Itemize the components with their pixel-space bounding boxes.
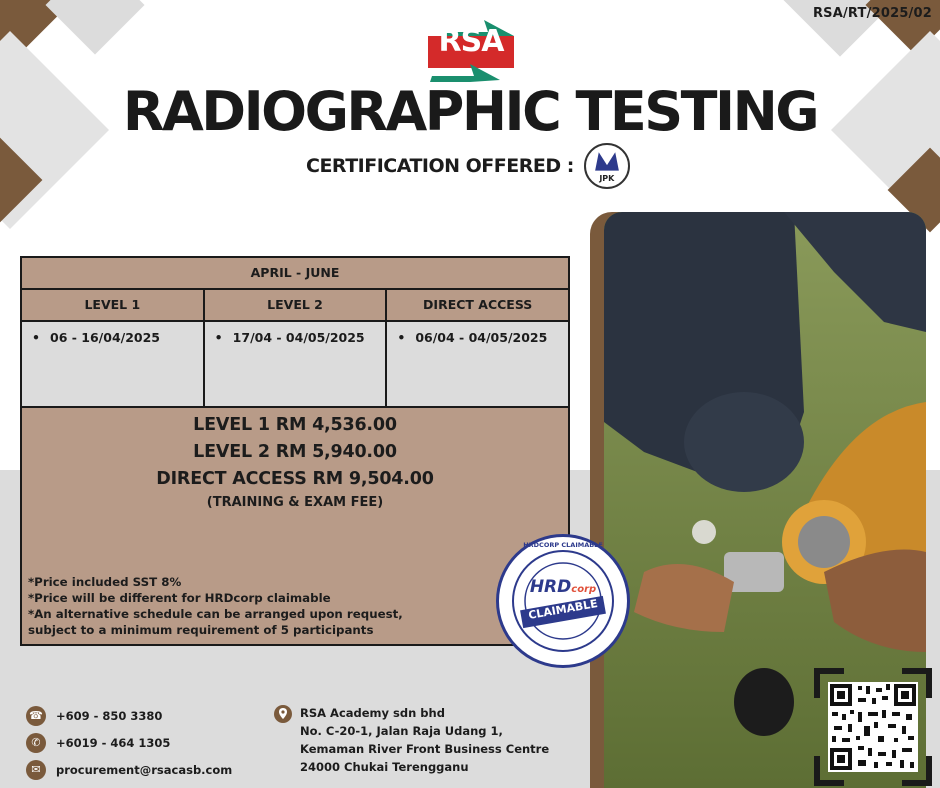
contact-mobile-text: +6019 - 464 1305 <box>56 736 171 750</box>
date-cell: • 17/04 - 04/05/2025 <box>205 322 388 406</box>
badge-hrd-text: HRD <box>529 577 572 597</box>
badge-corp-text: corp <box>571 584 597 595</box>
price-level-2: LEVEL 2 RM 5,940.00 <box>193 442 397 462</box>
badge-ring-text: HRDCORP CLAIMABLE <box>523 541 603 549</box>
price-block <box>22 412 568 510</box>
logo-text: RSA <box>438 24 504 59</box>
contact-mobile[interactable] <box>26 733 170 753</box>
jpk-logo-text: JPK <box>599 174 615 183</box>
corner-diamond <box>46 0 145 54</box>
column-header-direct-access: DIRECT ACCESS <box>423 297 533 312</box>
date-cell: • 06/04 - 04/05/2025 <box>387 322 568 406</box>
contact-email-text: procurement@rsacasb.com <box>56 763 233 777</box>
address-block <box>300 704 549 776</box>
qr-code[interactable] <box>814 668 932 786</box>
date-direct-access: 06/04 - 04/05/2025 <box>415 330 548 345</box>
qr-code-icon <box>828 682 918 772</box>
reference-code: RSA/RT/2025/02 <box>812 6 932 21</box>
schedule-header-row <box>22 290 568 322</box>
date-cell: • 06 - 16/04/2025 <box>22 322 205 406</box>
note-line: *Price included SST 8% <box>28 575 182 589</box>
address-line: RSA Academy sdn bhd <box>300 706 445 720</box>
date-level-2: 17/04 - 04/05/2025 <box>232 330 365 345</box>
schedule-dates-row <box>22 322 568 408</box>
column-header-level-2: LEVEL 2 <box>205 290 388 320</box>
price-notes <box>28 574 403 638</box>
contact-phone[interactable] <box>26 706 162 726</box>
price-direct-access: DIRECT ACCESS RM 9,504.00 <box>156 469 434 489</box>
note-line: *An alternative schedule can be arranged upon request, <box>28 607 403 621</box>
email-icon: ✉ <box>26 760 46 780</box>
note-line: subject to a minimum requirement of 5 participants <box>28 623 374 637</box>
phone-icon: ☎ <box>26 706 46 726</box>
address-line: 24000 Chukai Terengganu <box>300 760 469 774</box>
page-title: RADIOGRAPHIC TESTING <box>122 80 818 143</box>
hrdcorp-claimable-badge <box>496 534 630 668</box>
certification-label: CERTIFICATION OFFERED : <box>306 155 574 177</box>
address-line: No. C-20-1, Jalan Raja Udang 1, <box>300 724 503 738</box>
certification-row <box>306 146 630 186</box>
column-header-level-1: LEVEL 1 <box>22 290 205 320</box>
date-level-1: 06 - 16/04/2025 <box>50 330 160 345</box>
contact-email[interactable] <box>26 760 232 780</box>
location-pin-icon <box>274 705 292 727</box>
schedule-table <box>20 256 570 646</box>
jpk-logo-icon <box>584 143 630 189</box>
contact-phone-text: +609 - 850 3380 <box>56 709 163 723</box>
mobile-phone-icon: ✆ <box>26 733 46 753</box>
fee-note: (TRAINING & EXAM FEE) <box>206 495 384 510</box>
badge-claimable-text: CLAIMABLE <box>527 597 599 622</box>
schedule-period: APRIL - JUNE <box>22 258 568 290</box>
price-level-1: LEVEL 1 RM 4,536.00 <box>193 415 397 435</box>
note-line: *Price will be different for HRDcorp claimable <box>28 591 331 605</box>
address-line: Kemaman River Front Business Centre <box>300 742 550 756</box>
